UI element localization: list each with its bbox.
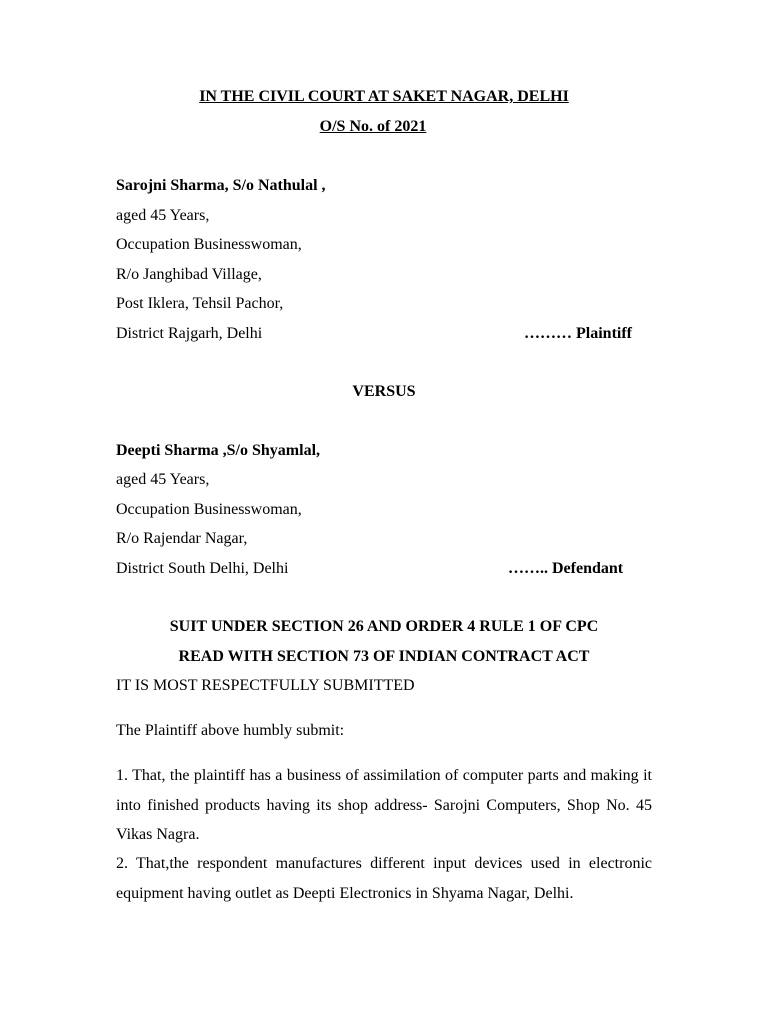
plaintiff-occupation: Occupation Businesswoman, — [116, 236, 302, 253]
defendant-name: Deepti Sharma ,S/o Shyamlal, — [116, 442, 321, 459]
plaintiff-residence: R/o Janghibad Village, — [116, 266, 262, 283]
defendant-district: District South Delhi, Delhi — [116, 560, 289, 577]
suit-title-line-1: SUIT UNDER SECTION 26 AND ORDER 4 RULE 1 OF CPC — [169, 618, 599, 635]
suit-number: O/S No. of 2021 — [319, 118, 427, 135]
paragraph-1: 1. That, the plaintiff has a business of assimilation of computer parts and making it into finished products having its shop address- Sarojni Computers, Shop No. 45 Vikas Nagra. — [116, 767, 652, 843]
defendant-age: aged 45 Years, — [116, 471, 210, 488]
versus-heading: VERSUS — [352, 383, 416, 400]
intro-line: The Plaintiff above humbly submit: — [116, 722, 345, 739]
suit-title-line-2: READ WITH SECTION 73 OF INDIAN CONTRACT ACT — [178, 648, 590, 665]
plaintiff-post: Post Iklera, Tehsil Pachor, — [116, 295, 284, 312]
submitted-line: IT IS MOST RESPECTFULLY SUBMITTED — [116, 677, 415, 694]
plaintiff-role: ……… Plaintiff — [524, 325, 632, 342]
plaintiff-age: aged 45 Years, — [116, 207, 210, 224]
defendant-residence: R/o Rajendar Nagar, — [116, 530, 248, 547]
defendant-occupation: Occupation Businesswoman, — [116, 501, 302, 518]
paragraph-2: 2. That,the respondent manufactures different input devices used in electronic equipment having outlet as Deepti Electronics in Shyama Nagar, Delhi. — [116, 855, 652, 902]
court-heading: IN THE CIVIL COURT AT SAKET NAGAR, DELHI — [199, 88, 569, 105]
plaintiff-name: Sarojni Sharma, S/o Nathulal , — [116, 177, 326, 194]
defendant-role: …….. Defendant — [508, 560, 624, 577]
plaintiff-district: District Rajgarh, Delhi — [116, 325, 263, 342]
